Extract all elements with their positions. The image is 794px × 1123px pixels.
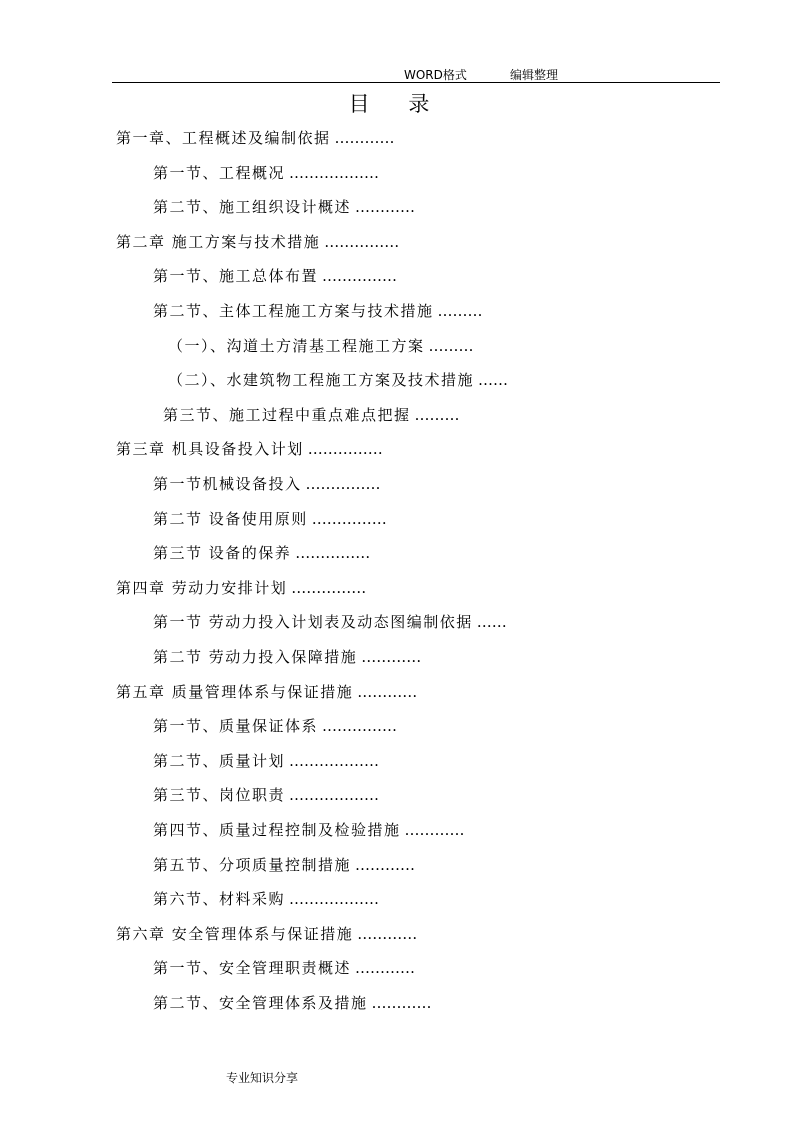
toc-entry[interactable] — [153, 716, 397, 736]
toc-entry-leader: …………… — [322, 267, 398, 286]
toc-entry-leader: ………… — [334, 129, 395, 147]
toc-entry-text: 第二节、主体工程施工方案与技术措施 — [153, 302, 434, 320]
toc-entry-leader: …………… — [307, 440, 383, 459]
toc-entry[interactable] — [153, 612, 507, 632]
toc-entry-text: 第二章 施工方案与技术措施 — [116, 232, 321, 251]
toc-entry-leader: ………… — [357, 924, 418, 943]
toc-entry[interactable] — [153, 751, 379, 771]
toc-entry[interactable] — [116, 439, 383, 459]
toc-entry-text: 第六章 安全管理体系与保证措施 — [116, 924, 354, 943]
toc-entry-text: 第一节、施工总体布置 — [153, 267, 319, 286]
toc-entry-leader: …………… — [324, 232, 400, 251]
toc-entry[interactable] — [153, 509, 387, 529]
toc-entry-text: 第五章 质量管理体系与保证措施 — [116, 682, 354, 701]
toc-entry[interactable] — [153, 301, 483, 321]
toc-entry[interactable] — [153, 785, 379, 805]
toc-entry-leader: ……… — [437, 302, 483, 320]
toc-entry-leader: ………… — [355, 198, 416, 217]
toc-entry-leader: ………… — [357, 682, 418, 701]
toc-entry-leader: …… — [476, 613, 507, 632]
toc-entry-leader: ……………… — [289, 890, 380, 909]
toc-entry-leader: ………… — [355, 855, 416, 874]
toc-entry-leader: …………… — [311, 509, 387, 528]
toc-entry-leader: ………… — [371, 994, 432, 1012]
toc-entry-text: 第五节、分项质量控制措施 — [153, 855, 352, 874]
toc-entry-leader: ………… — [404, 821, 465, 839]
toc-entry-text: 第三章 机具设备投入计划 — [116, 440, 304, 459]
toc-entry-leader: ……………… — [289, 163, 380, 182]
toc-entry-text: 第二节、安全管理体系及措施 — [153, 994, 368, 1012]
toc-entry-text: 第二节 劳动力投入保障措施 — [153, 648, 358, 666]
toc-entry-text: 第二节 设备使用原则 — [153, 509, 308, 528]
toc-entry[interactable] — [153, 993, 432, 1013]
toc-entry-text: （二）、水建筑物工程施工方案及技术措施 — [168, 371, 475, 390]
toc-entry[interactable] — [168, 370, 508, 390]
toc-title: 目 录 — [348, 92, 446, 116]
toc-entry-text: 第一节机械设备投入 — [153, 475, 302, 493]
page-footer: 专业知识分享 — [226, 1071, 299, 1085]
toc-entry-leader: …………… — [305, 475, 381, 493]
toc-entry-text: 第三节 设备的保养 — [153, 544, 292, 563]
toc-entry-text: 第六节、材料采购 — [153, 890, 286, 909]
toc-entry-leader: …………… — [291, 578, 367, 597]
toc-entry-text: 第四节、质量过程控制及检验措施 — [153, 821, 401, 839]
toc-entry-leader: ………… — [361, 648, 422, 666]
toc-entry[interactable] — [153, 958, 415, 978]
toc-entry[interactable] — [153, 474, 381, 494]
toc-entry-text: 第一节、质量保证体系 — [153, 717, 319, 736]
toc-entry-leader: ………… — [355, 959, 416, 978]
toc-entry[interactable] — [116, 232, 399, 252]
toc-entry[interactable] — [153, 266, 397, 286]
header-edit-label: 编辑整理 — [510, 68, 559, 82]
toc-entry[interactable] — [153, 197, 415, 217]
toc-entry-leader: ……………… — [289, 751, 380, 770]
toc-entry-text: （一）、沟道土方清基工程施工方案 — [168, 336, 425, 355]
toc-entry-leader: ……………… — [289, 786, 380, 805]
toc-entry-text: 第四章 劳动力安排计划 — [116, 578, 288, 597]
toc-entry-text: 第三节、岗位职责 — [153, 786, 286, 805]
header-format-label: WORD格式 — [404, 68, 467, 82]
toc-entry[interactable] — [153, 163, 379, 183]
toc-entry-leader: …………… — [295, 544, 371, 563]
toc-entry[interactable] — [116, 128, 395, 148]
toc-entry-text: 第一节、工程概况 — [153, 163, 286, 182]
toc-entry-text: 第一章、工程概述及编制依据 — [116, 129, 331, 147]
toc-entry-leader: ……… — [414, 405, 460, 424]
toc-entry-text: 第三节、施工过程中重点难点把握 — [163, 405, 411, 424]
toc-entry[interactable] — [116, 924, 417, 944]
page-header — [112, 64, 720, 83]
toc-entry[interactable] — [153, 889, 379, 909]
toc-entry-text: 第一节、安全管理职责概述 — [153, 959, 352, 978]
toc-entry-leader: …… — [478, 371, 509, 390]
toc-entry-text: 第二节、质量计划 — [153, 751, 286, 770]
toc-entry[interactable] — [153, 855, 415, 875]
toc-entry-text: 第一节 劳动力投入计划表及动态图编制依据 — [153, 613, 473, 632]
toc-entry[interactable] — [163, 405, 460, 425]
toc-entry[interactable] — [116, 578, 366, 598]
toc-entry-leader: ……… — [428, 336, 474, 355]
toc-entry[interactable] — [168, 336, 474, 356]
toc-entry[interactable] — [153, 543, 370, 563]
toc-entry[interactable] — [153, 820, 465, 840]
toc-entry[interactable] — [153, 647, 421, 667]
toc-entry-leader: …………… — [322, 717, 398, 736]
toc-entry[interactable] — [116, 682, 417, 702]
toc-entry-text: 第二节、施工组织设计概述 — [153, 198, 352, 217]
